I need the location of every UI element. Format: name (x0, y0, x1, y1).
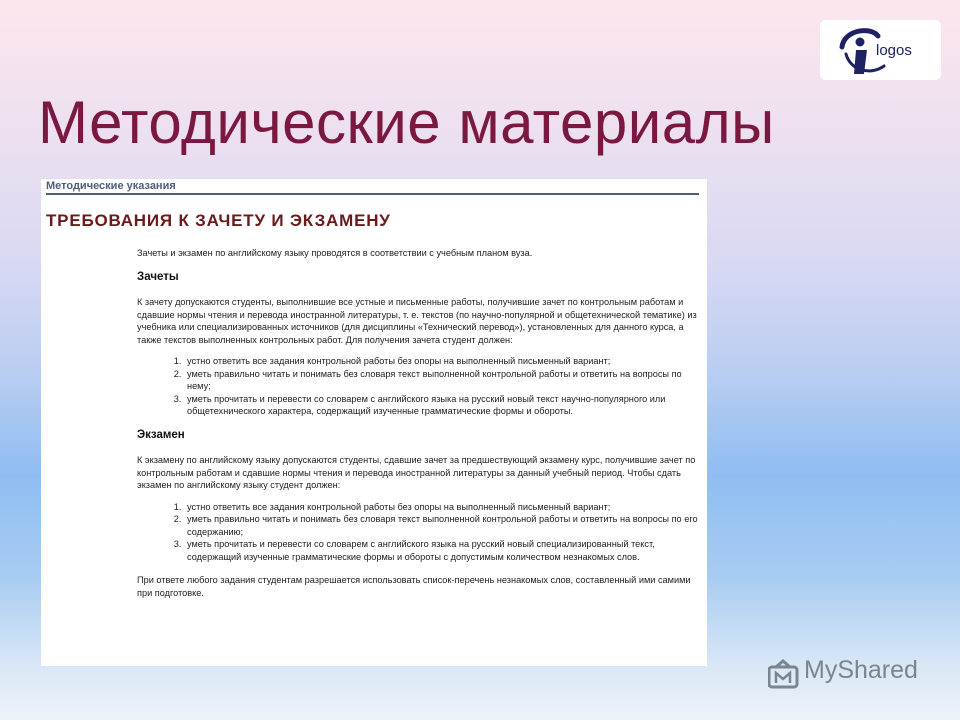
document-excerpt (41, 179, 707, 666)
doc-content (137, 247, 699, 599)
exam-list (137, 501, 699, 564)
exam-heading: Экзамен (137, 428, 185, 441)
closing-paragraph: При ответе любого задания студентам разрешается использовать список-перечень незнакомых слов, составленный ими самими при подготовке. (137, 575, 691, 598)
slide-title: Методические материалы (38, 89, 775, 156)
doc-title: ТРЕБОВАНИЯ К ЗАЧЕТУ И ЭКЗАМЕНУ (46, 211, 391, 230)
intro-paragraph: Зачеты и экзамен по английскому языку проводятся в соответствии с учебным планом вуза. (137, 248, 533, 258)
credits-paragraph: К зачету допускаются студенты, выполнившие все устные и письменные работы, получившие зачет по контрольным работам и сдавшие нормы чтения и перевода иностранной литературы, т. е. текстов (по научно-популярной и общетехнической тематике) из учебника или специализированных источников (для дисциплины «Технический перевод»), установленных для данного курса, а также текстов выполненных контрольных работ. Для получения зачета студент должен: (137, 297, 697, 345)
myshared-watermark: MyShared (804, 656, 918, 684)
list-item: 2. уметь правильно читать и понимать без словаря текст выполненной контрольной работы и ответить на вопросы по его содержанию; (184, 513, 699, 538)
list-item: 1. устно ответить все задания контрольной работы без опоры на выполненный письменный вариант; (184, 355, 699, 368)
credits-heading: Зачеты (137, 270, 179, 283)
logo-text: logos (876, 42, 912, 59)
doc-header: Методические указания (46, 180, 699, 195)
list-item: 3. уметь прочитать и перевести со словарем с английского языка на русский новый текст научно-популярного или общетехнического характера, содержащий изученные грамматические формы и обороты. (184, 393, 699, 418)
myshared-icon (768, 659, 800, 689)
list-item: 1. устно ответить все задания контрольной работы без опоры на выполненный письменный вариант; (184, 501, 699, 514)
list-item: 2. уметь правильно читать и понимать без словаря текст выполненной контрольной работы и ответить на вопросы по нему; (184, 368, 699, 393)
exam-paragraph: К экзамену по английскому языку допускаются студенты, сдавшие зачет за предшествующий экзамену курс, получившие зачет по контрольным работам и сдавшие нормы чтения и перевода иностранной литературы за данный учебный период. Чтобы сдать экзамен по английскому языку студент должен: (137, 455, 696, 490)
list-item: 3. уметь прочитать и перевести со словарем с английского языка на русский новый специализированный текст, содержащий изученные грамматические формы и обороты с допустимым количеством незнакомых слов. (184, 538, 699, 563)
credits-list (137, 355, 699, 418)
